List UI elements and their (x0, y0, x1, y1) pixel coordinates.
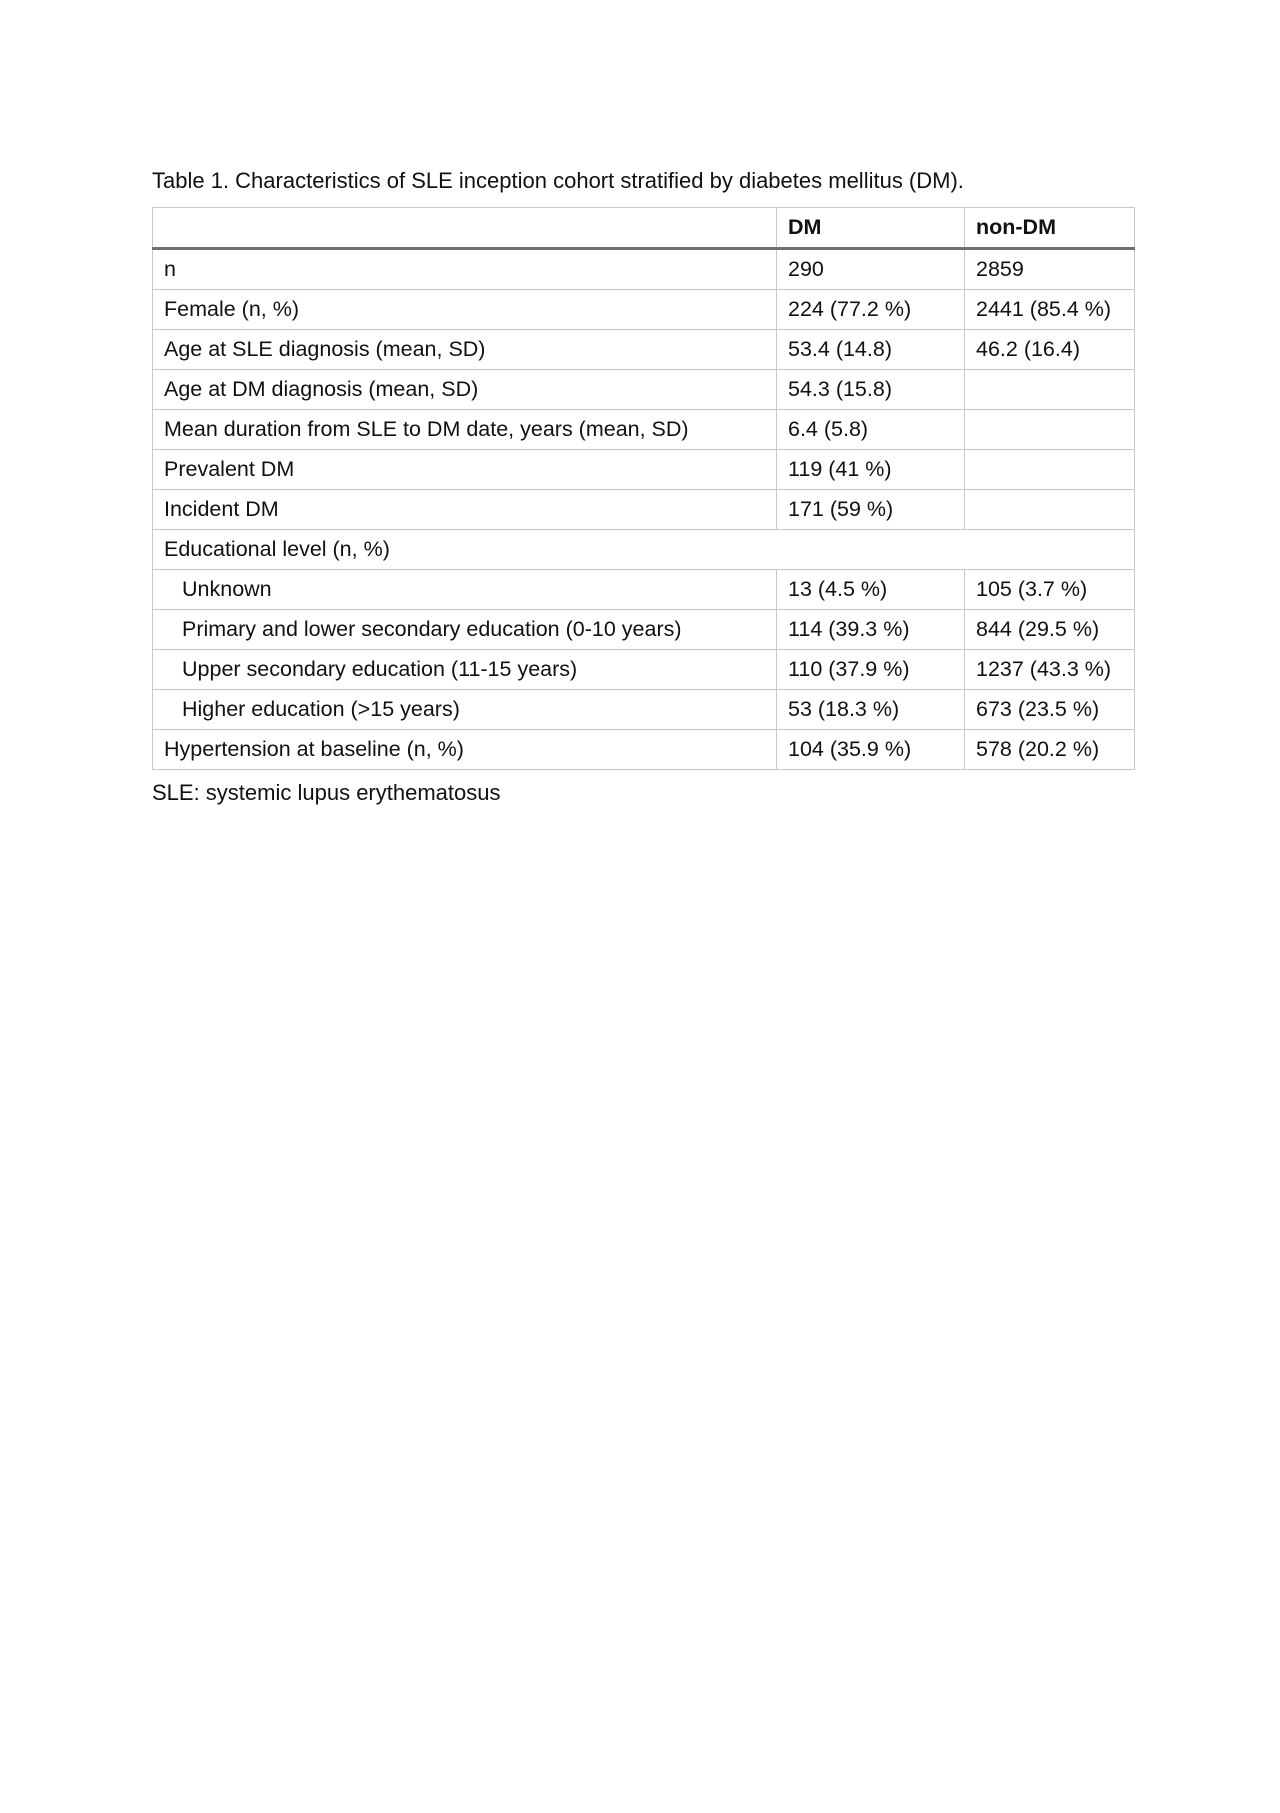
header-cell-dm: DM (777, 208, 965, 249)
row-label: Upper secondary education (11-15 years) (153, 650, 777, 690)
row-label: Incident DM (153, 490, 777, 530)
dm-value: 110 (37.9 %) (777, 650, 965, 690)
dm-value: 290 (777, 249, 965, 290)
table-header-row (153, 208, 1135, 249)
characteristics-table (152, 207, 1135, 770)
table-row (153, 690, 1135, 730)
row-label: Higher education (>15 years) (153, 690, 777, 730)
row-label: Age at DM diagnosis (mean, SD) (153, 370, 777, 410)
non-dm-value: 844 (29.5 %) (965, 610, 1135, 650)
row-label: Age at SLE diagnosis (mean, SD) (153, 330, 777, 370)
table-row (153, 410, 1135, 450)
dm-value: 114 (39.3 %) (777, 610, 965, 650)
table-row (153, 570, 1135, 610)
row-label: n (153, 249, 777, 290)
row-label: Primary and lower secondary education (0-10 years) (153, 610, 777, 650)
dm-value: 171 (59 %) (777, 490, 965, 530)
table-caption: Table 1. Characteristics of SLE inception cohort stratified by diabetes mellitus (DM). (152, 168, 964, 193)
dm-value: 54.3 (15.8) (777, 370, 965, 410)
non-dm-value: 2441 (85.4 %) (965, 290, 1135, 330)
table-row (153, 290, 1135, 330)
dm-value: 104 (35.9 %) (777, 730, 965, 770)
non-dm-value (965, 490, 1135, 530)
dm-value: 224 (77.2 %) (777, 290, 965, 330)
row-label: Mean duration from SLE to DM date, years (mean, SD) (153, 410, 777, 450)
header-cell-non-dm: non-DM (965, 208, 1135, 249)
table-row (153, 610, 1135, 650)
non-dm-value: 105 (3.7 %) (965, 570, 1135, 610)
table-row (153, 370, 1135, 410)
header-cell-label (153, 208, 777, 249)
table-footnote: SLE: systemic lupus erythematosus (152, 780, 501, 805)
dm-value: 53.4 (14.8) (777, 330, 965, 370)
non-dm-value: 673 (23.5 %) (965, 690, 1135, 730)
row-label: Hypertension at baseline (n, %) (153, 730, 777, 770)
non-dm-value (965, 370, 1135, 410)
dm-value: 53 (18.3 %) (777, 690, 965, 730)
row-label: Prevalent DM (153, 450, 777, 490)
section-label: Educational level (n, %) (153, 530, 1135, 570)
non-dm-value (965, 410, 1135, 450)
table-row (153, 330, 1135, 370)
dm-value: 119 (41 %) (777, 450, 965, 490)
non-dm-value: 1237 (43.3 %) (965, 650, 1135, 690)
non-dm-value: 578 (20.2 %) (965, 730, 1135, 770)
table-row (153, 490, 1135, 530)
table-row (153, 730, 1135, 770)
non-dm-value (965, 450, 1135, 490)
dm-value: 13 (4.5 %) (777, 570, 965, 610)
table-row (153, 650, 1135, 690)
row-label: Female (n, %) (153, 290, 777, 330)
table-row (153, 249, 1135, 290)
row-label: Unknown (153, 570, 777, 610)
table-section-row (153, 530, 1135, 570)
table-row (153, 450, 1135, 490)
dm-value: 6.4 (5.8) (777, 410, 965, 450)
non-dm-value: 2859 (965, 249, 1135, 290)
non-dm-value: 46.2 (16.4) (965, 330, 1135, 370)
